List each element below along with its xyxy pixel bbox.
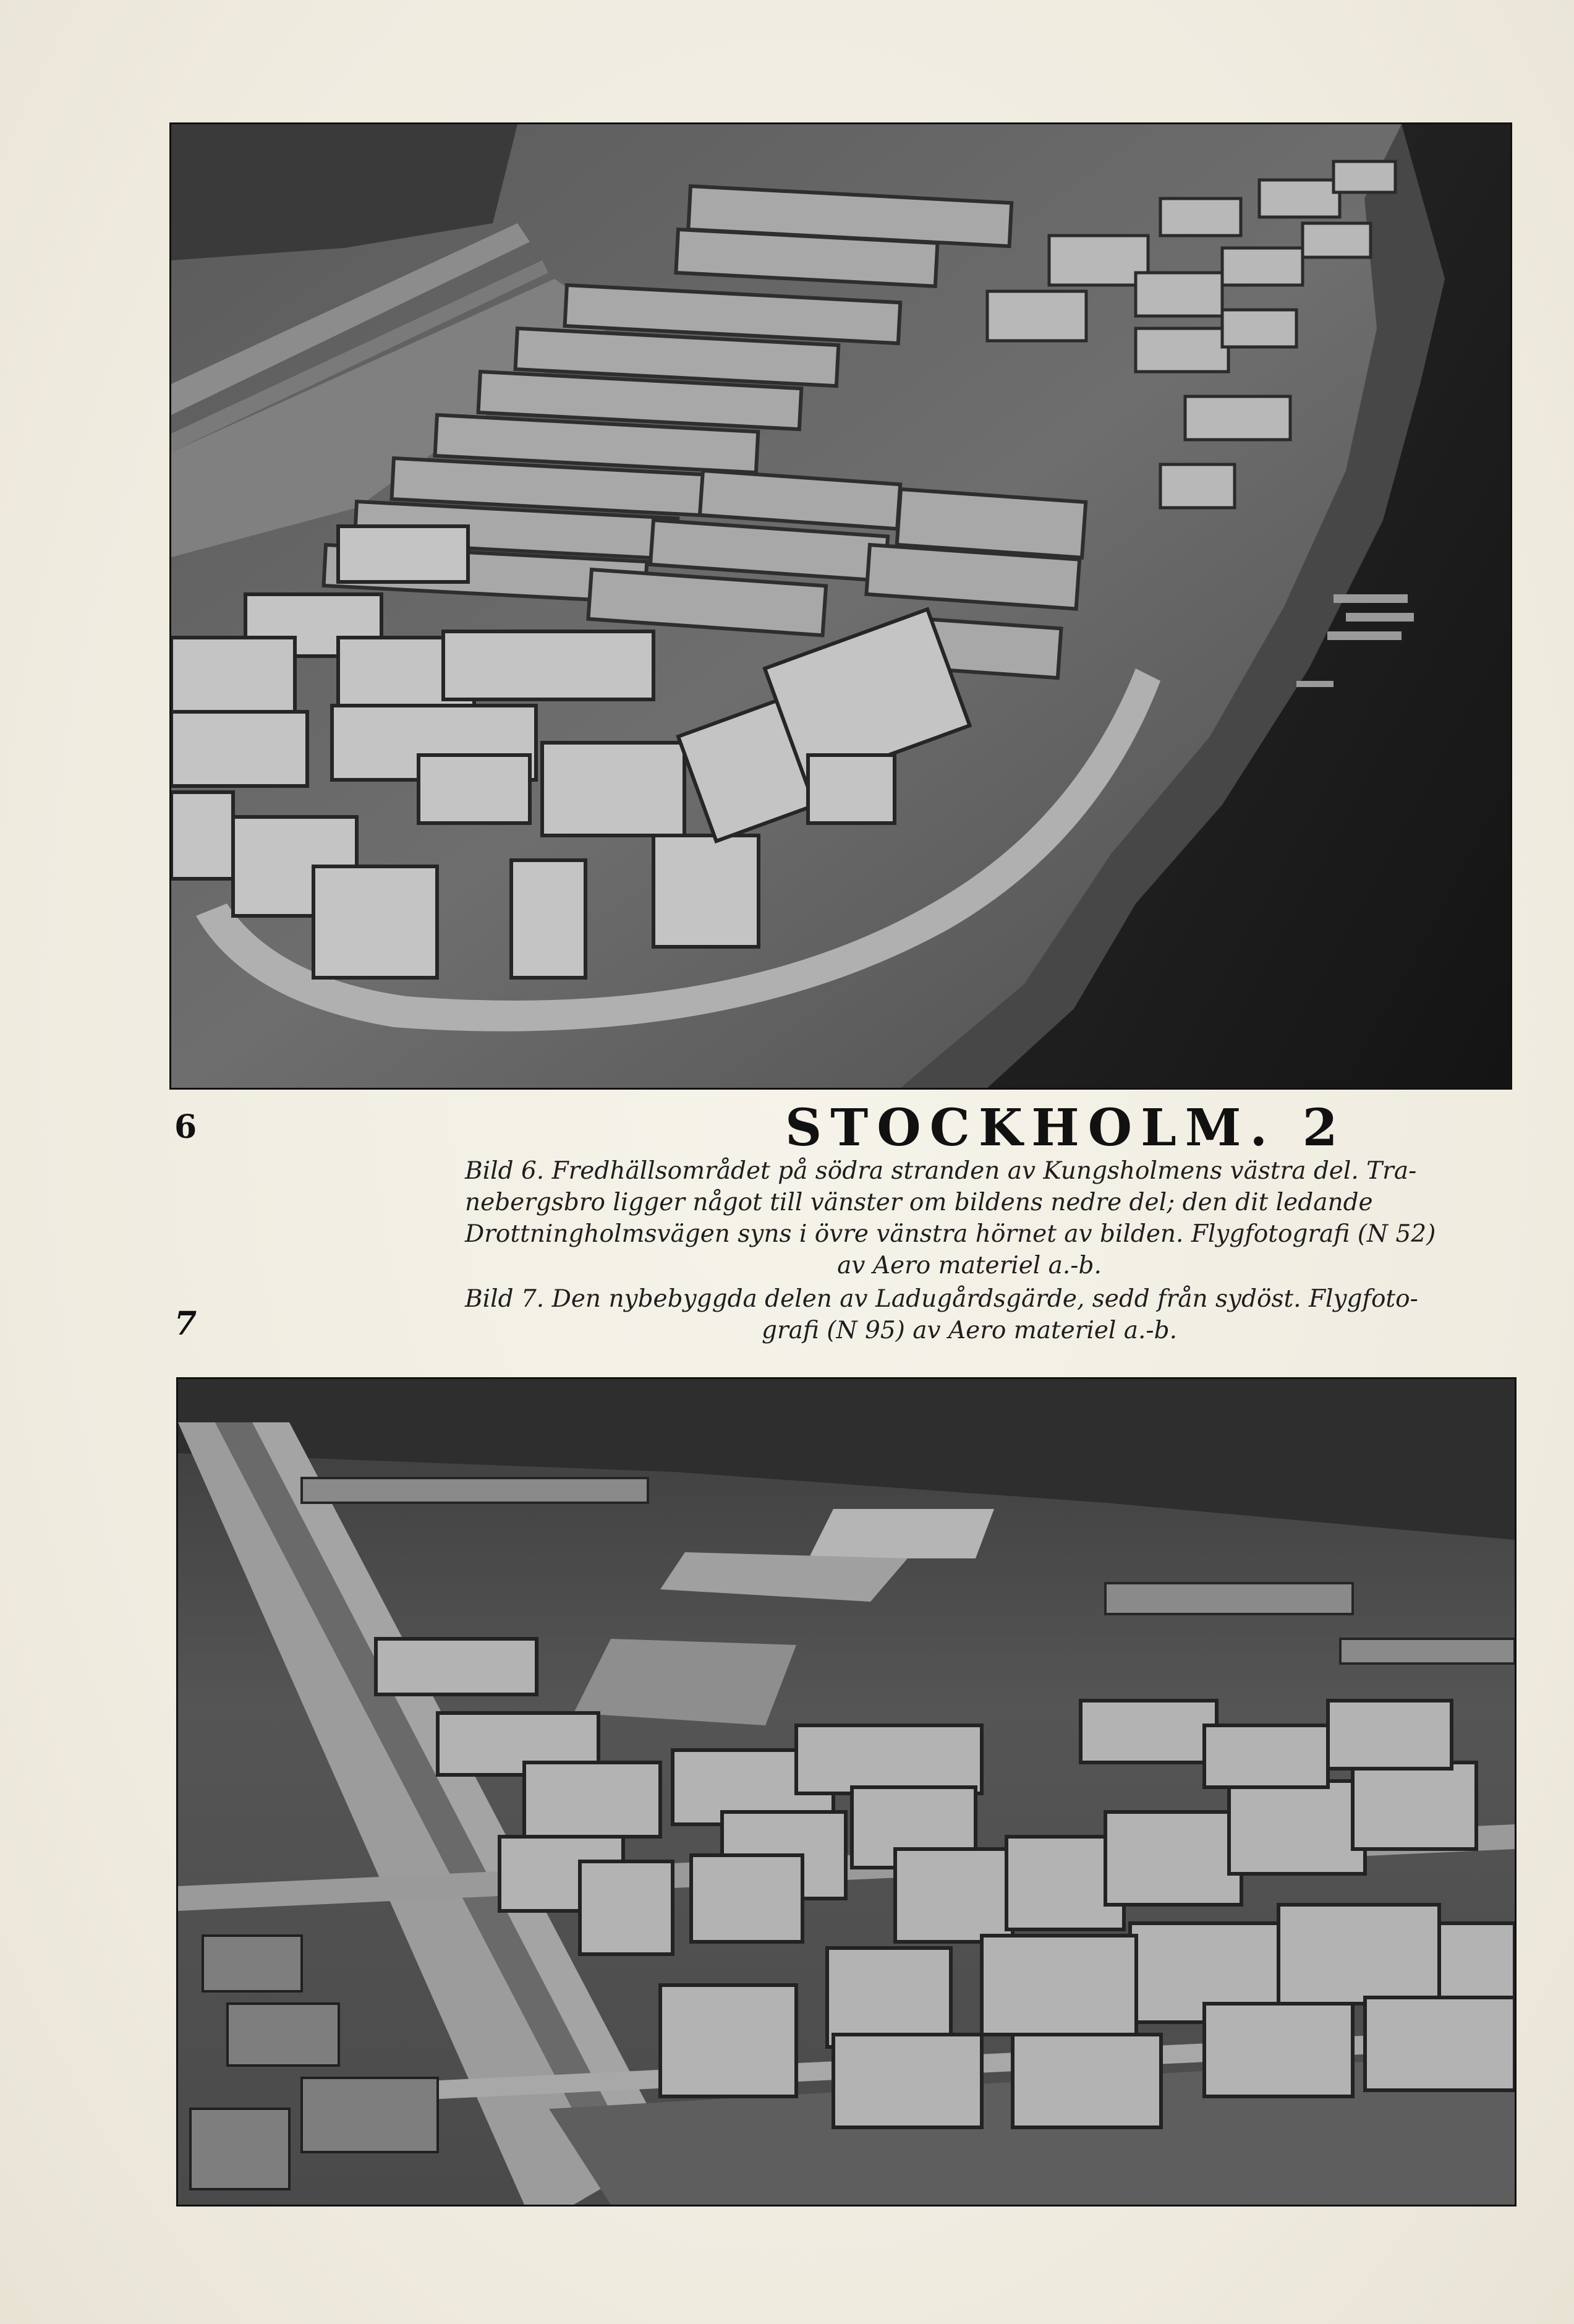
aerial-photo-fredhall-image xyxy=(171,124,1510,1088)
caption-6-line-2: nebergsbro ligger något till vänster om bildens nedre del; den dit ledande xyxy=(465,1189,1373,1216)
aerial-photo-ladugardsgarde-image xyxy=(178,1379,1515,2205)
aerial-photo-fredhall xyxy=(169,122,1512,1090)
caption-6-line-4: av Aero materiel a.-b. xyxy=(837,1252,1102,1279)
caption-7-line-1: Bild 7. Den nybebyggda delen av Ladugårdsgärde, sedd från sydöst. Flygfoto- xyxy=(465,1285,1418,1313)
page-heading: STOCKHOLM. 2 xyxy=(785,1098,1346,1158)
caption-plate-7 xyxy=(465,1283,1474,1346)
caption-6-line-3: Drottningholmsvägen syns i övre vänstra hörnet av bilden. Flygfotografi (N 52) xyxy=(465,1220,1436,1248)
caption-7-line-2: grafi (N 95) av Aero materiel a.-b. xyxy=(762,1317,1177,1344)
caption-plate-6 xyxy=(465,1155,1474,1281)
caption-6-line-1: Bild 6. Fredhällsområdet på södra stranden av Kungsholmens västra del. Tra- xyxy=(465,1157,1417,1185)
plate-number-7: 7 xyxy=(174,1305,197,1343)
plate-number-6: 6 xyxy=(174,1108,197,1146)
aerial-photo-ladugardsgarde xyxy=(176,1377,1517,2207)
